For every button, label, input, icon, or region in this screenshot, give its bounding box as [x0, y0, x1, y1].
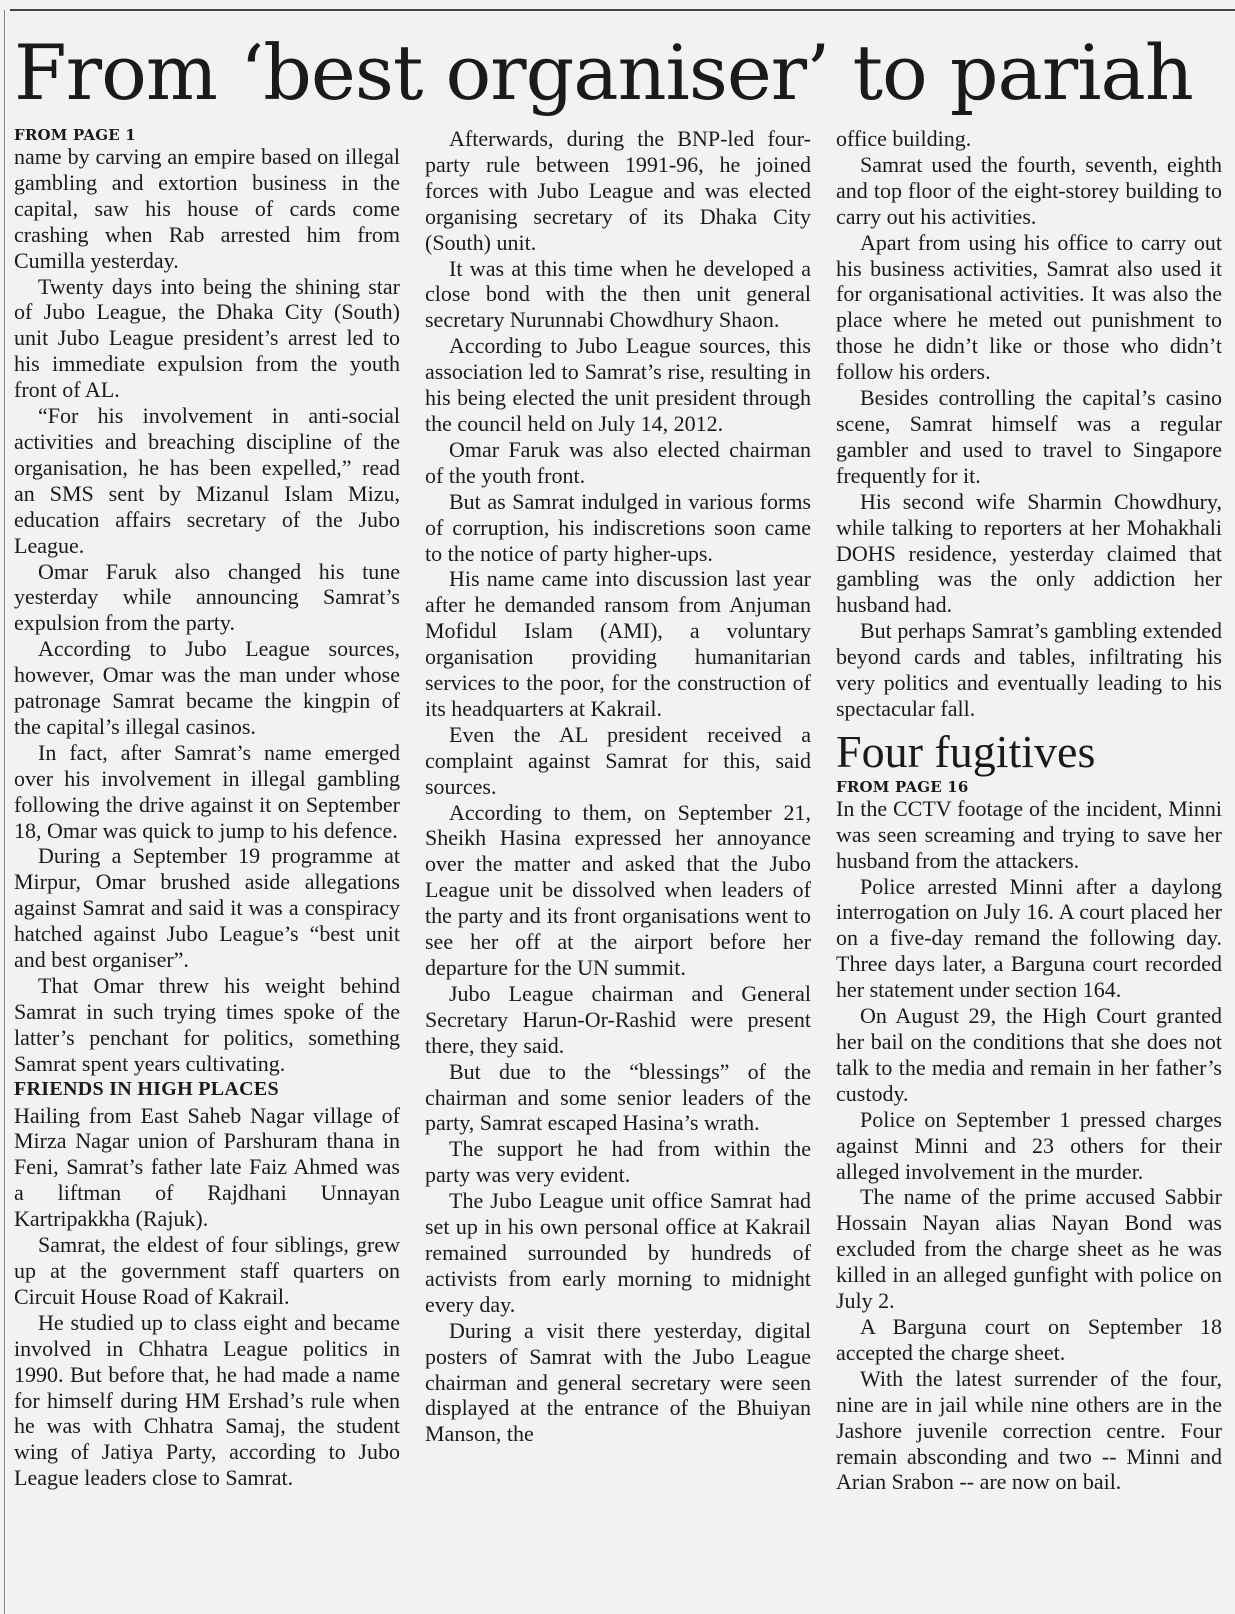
left-rule: [4, 10, 5, 1614]
paragraph: Omar Faruk was also elected chairman of the youth front.: [425, 436, 811, 488]
paragraph: He studied up to class eight and became involved in Chhatra League politics in 1990. But before that, he had made a name for himself during HM Ershad’s rule when he was with Chhatra Samaj, the student wing of Jatiya Party, according to Jubo League leaders close to Samrat.: [14, 1309, 400, 1491]
column-3: [836, 126, 1222, 1495]
paragraph: name by carving an empire based on illegal gambling and extortion business in the capital, saw his house of cards come crashing when Rab arrested him from Cumilla yesterday.: [14, 144, 400, 273]
column-1: [14, 126, 400, 1491]
paragraph: With the latest surrender of the four, nine are in jail while nine others are in the Jashore juvenile correction centre. Four remain absconding and two -- Minni and Arian Srabon -- are now on bail.: [836, 1365, 1222, 1495]
article-headline: From ‘best organiser’ to pariah: [14, 28, 1193, 117]
column-2: [425, 126, 811, 1447]
paragraph: According to Jubo League sources, however, Omar was the man under whose patronage Samrat became the kingpin of the capital’s illegal casinos.: [14, 636, 400, 739]
paragraph: Omar Faruk also changed his tune yesterday while announcing Samrat’s expulsion from the party.: [14, 558, 400, 636]
paragraph: It was at this time when he developed a close bond with the then unit general secretary Nurunnabi Chowdhury Shaon.: [425, 255, 811, 333]
section-subhead: FRIENDS IN HIGH PLACES: [14, 1077, 279, 1100]
paragraph: But as Samrat indulged in various forms of corruption, his indiscretions soon came to the notice of party higher-ups.: [425, 488, 811, 566]
second-article-kicker: FROM PAGE 16: [836, 777, 969, 796]
paragraph: According to them, on September 21, Sheikh Hasina expressed her annoyance over the matter and asked that the Jubo League unit be dissolved when leaders of the party and its front organisations went to see her off at the airport before her departure for the UN summit.: [425, 799, 811, 980]
paragraph: The name of the prime accused Sabbir Hossain Nayan alias Nayan Bond was excluded from the charge sheet as he was killed in an alleged gunfight with police on July 2.: [836, 1184, 1222, 1314]
paragraph: His name came into discussion last year after he demanded ransom from Anjuman Mofidul Islam (AMI), a voluntary organisation providing humanitarian services to the poor, for the construction of its headquarters at Kakrail.: [425, 566, 811, 721]
paragraph: office building.: [836, 126, 972, 151]
paragraph: Even the AL president received a complaint against Samrat for this, said sources.: [425, 721, 811, 799]
paragraph: His second wife Sharmin Chowdhury, while talking to reporters at her Mohakhali DOHS residence, yesterday claimed that gambling was the only addiction her husband had.: [836, 488, 1222, 618]
paragraph: Besides controlling the capital’s casino scene, Samrat himself was a regular gambler and used to travel to Singapore frequently for it.: [836, 385, 1222, 488]
second-article-headline: Four fugitives: [836, 725, 1096, 777]
paragraph: Police arrested Minni after a daylong interrogation on July 16. A court placed her on a five-day remand the following day. Three days later, a Barguna court recorded her statement under section 164.: [836, 873, 1222, 1003]
paragraph: During a visit there yesterday, digital posters of Samrat with the Jubo League chairman and general secretary were seen displayed at the entrance of the Bhuiyan Manson, the: [425, 1317, 811, 1447]
paragraph: A Barguna court on September 18 accepted the charge sheet.: [836, 1313, 1222, 1365]
paragraph: That Omar threw his weight behind Samrat in such trying times spoke of the latter’s penchant for politics, something Samrat spent years cultivating.: [14, 973, 400, 1076]
paragraph: Jubo League chairman and General Secretary Harun-Or-Rashid were present there, they said.: [425, 980, 811, 1058]
paragraph: “For his involvement in anti-social activities and breaching discipline of the organisation, he has been expelled,” read an SMS sent by Mizanul Islam Mizu, education affairs secretary of the Jubo League.: [14, 403, 400, 558]
paragraph: Police on September 1 pressed charges against Minni and 23 others for their alleged involvement in the murder.: [836, 1106, 1222, 1184]
paragraph: Twenty days into being the shining star of Jubo League, the Dhaka City (South) unit Jubo League president’s arrest led to his immediate expulsion from the youth front of AL.: [14, 273, 400, 403]
paragraph: In fact, after Samrat’s name emerged over his involvement in illegal gambling following the drive against it on September 18, Omar was quick to jump to his defence.: [14, 739, 400, 843]
paragraph: Afterwards, during the BNP-led four-party rule between 1991-96, he joined forces with Jubo League and was elected organising secretary of its Dhaka City (South) unit.: [425, 126, 811, 255]
paragraph: On August 29, the High Court granted her bail on the conditions that she does not talk to the media and remain in her father’s custody.: [836, 1003, 1222, 1106]
paragraph: In the CCTV footage of the incident, Minni was seen screaming and trying to save her husband from the attackers.: [836, 795, 1222, 873]
paragraph: Hailing from East Saheb Nagar village of Mirza Nagar union of Parshuram thana in Feni, Samrat’s father late Faiz Ahmed was a liftman of Rajdhani Unnayan Kartripakkha (Rajuk).: [14, 1102, 400, 1232]
paragraph: But perhaps Samrat’s gambling extended beyond cards and tables, infiltrating his very politics and eventually leading to his spectacular fall.: [836, 618, 1222, 721]
top-rule: [10, 9, 1235, 11]
article-kicker: FROM PAGE 1: [14, 126, 136, 144]
paragraph: The Jubo League unit office Samrat had set up in his own personal office at Kakrail remained surrounded by hundreds of activists from early morning to midnight every day.: [425, 1188, 811, 1317]
paragraph: According to Jubo League sources, this association led to Samrat’s rise, resulting in his being elected the unit president through the council held on July 14, 2012.: [425, 333, 811, 436]
paragraph: Samrat used the fourth, seventh, eighth and top floor of the eight-storey building to carry out his activities.: [836, 151, 1222, 229]
paragraph: Samrat, the eldest of four siblings, grew up at the government staff quarters on Circuit House Road of Kakrail.: [14, 1232, 400, 1309]
paragraph: During a September 19 programme at Mirpur, Omar brushed aside allegations against Samrat and said it was a conspiracy hatched against Jubo League’s “best unit and best organiser”.: [14, 843, 400, 973]
paragraph: But due to the “blessings” of the chairman and some senior leaders of the party, Samrat escaped Hasina’s wrath.: [425, 1058, 811, 1136]
paragraph: The support he had from within the party was very evident.: [425, 1136, 811, 1188]
paragraph: Apart from using his office to carry out his business activities, Samrat also used it for organisational activities. It was also the place where he meted out punishment to those he didn’t like or those who didn’t follow his orders.: [836, 229, 1222, 385]
